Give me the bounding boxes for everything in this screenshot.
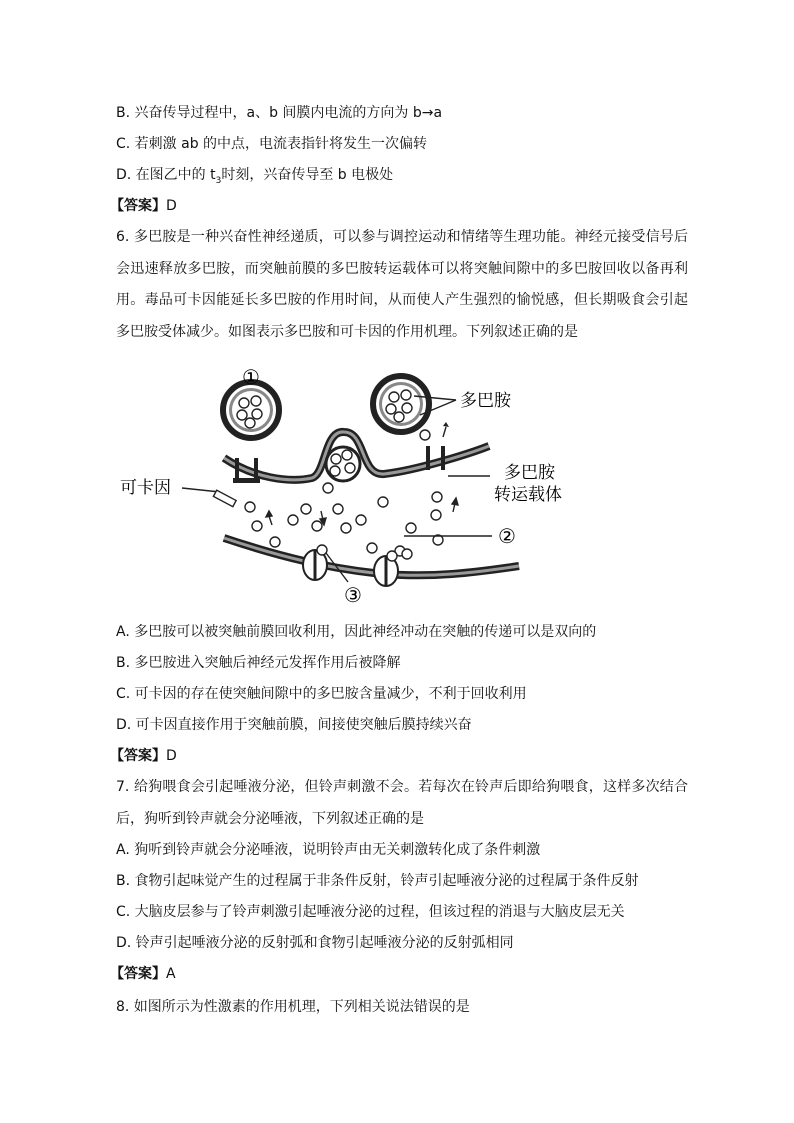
- q5-answer: 【答案】D: [110, 198, 177, 214]
- q5-option-b: B. 兴奋传导过程中，a、b 间膜内电流的方向为 b→a: [116, 105, 443, 121]
- q7-option-d: D. 铃声引起唾液分泌的反射弧和食物引起唾液分泌的反射弧相同: [116, 935, 514, 951]
- label-3: ③: [344, 583, 362, 607]
- transporter-label: 多巴胺: [504, 463, 555, 483]
- q7-option-c: C. 大脑皮层参与了铃声刺激引起唾液分泌的过程，但该过程的消退与大脑皮层无关: [116, 904, 625, 920]
- q5-option-d: D. 在图乙中的 $t_3$时刻，兴奋传导至 b 电极处: [116, 167, 394, 186]
- synapse-diagram: [114, 360, 594, 610]
- q8-stem: 8. 如图所示为性激素的作用机理，下列相关说法错误的是: [116, 999, 470, 1015]
- q6-stem: 6. 多巴胺是一种兴奋性神经递质，可以参与调控运动和情绪等生理功能。神经元接受信号后会迅速释放多巴胺，而突触前膜的多巴胺转运载体可以将突触间隙中的多巴胺回收以备再利用。毒品可卡因能延长多巴胺的作用时间，从而使人产生强烈的愉悦感，但长期吸食会引起多巴胺受体减少。如图表示多巴胺和可卡因的作用机理。下列叙述正确的是: [116, 229, 688, 340]
- q7-answer: 【答案】A: [110, 966, 176, 982]
- q6-option-a: A. 多巴胺可以被突触前膜回收利用，因此神经冲动在突触的传递可以是双向的: [116, 624, 597, 640]
- q7-stem: 7. 给狗喂食会引起唾液分泌，但铃声刺激不会。若每次在铃声后即给狗喂食，这样多次结合后，狗听到铃声就会分泌唾液，下列叙述正确的是: [116, 779, 688, 827]
- synaptic-vesicle: [223, 382, 279, 438]
- dopamine-receptor: [303, 545, 327, 580]
- dopamine-molecules: [245, 483, 443, 559]
- q6-answer: 【答案】D: [110, 748, 177, 764]
- dopamine-label: 多巴胺: [460, 391, 511, 411]
- cocaine-label: 可卡因: [120, 478, 171, 498]
- synaptic-vesicle: [373, 376, 429, 432]
- q6-option-b: B. 多巴胺进入突触后神经元发挥作用后被降解: [116, 655, 401, 671]
- q7-option-a: A. 狗听到铃声就会分泌唾液，说明铃声由无关刺激转化成了条件刺激: [116, 842, 541, 858]
- q6-option-d: D. 可卡因直接作用于突触前膜，间接使突触后膜持续兴奋: [116, 717, 472, 733]
- q6-option-c: C. 可卡因的存在使突触间隙中的多巴胺含量减少，不利于回收利用: [116, 686, 527, 702]
- label-2: ②: [498, 524, 516, 548]
- transporter-label: 转运载体: [494, 485, 562, 505]
- label-1: ①: [242, 365, 260, 389]
- dopamine-receptor: [374, 551, 398, 586]
- q5-option-c: C. 若刺激 ab 的中点，电流表指针将发生一次偏转: [116, 136, 428, 152]
- q7-option-b: B. 食物引起味觉产生的过程属于非条件反射，铃声引起唾液分泌的过程属于条件反射: [116, 873, 639, 889]
